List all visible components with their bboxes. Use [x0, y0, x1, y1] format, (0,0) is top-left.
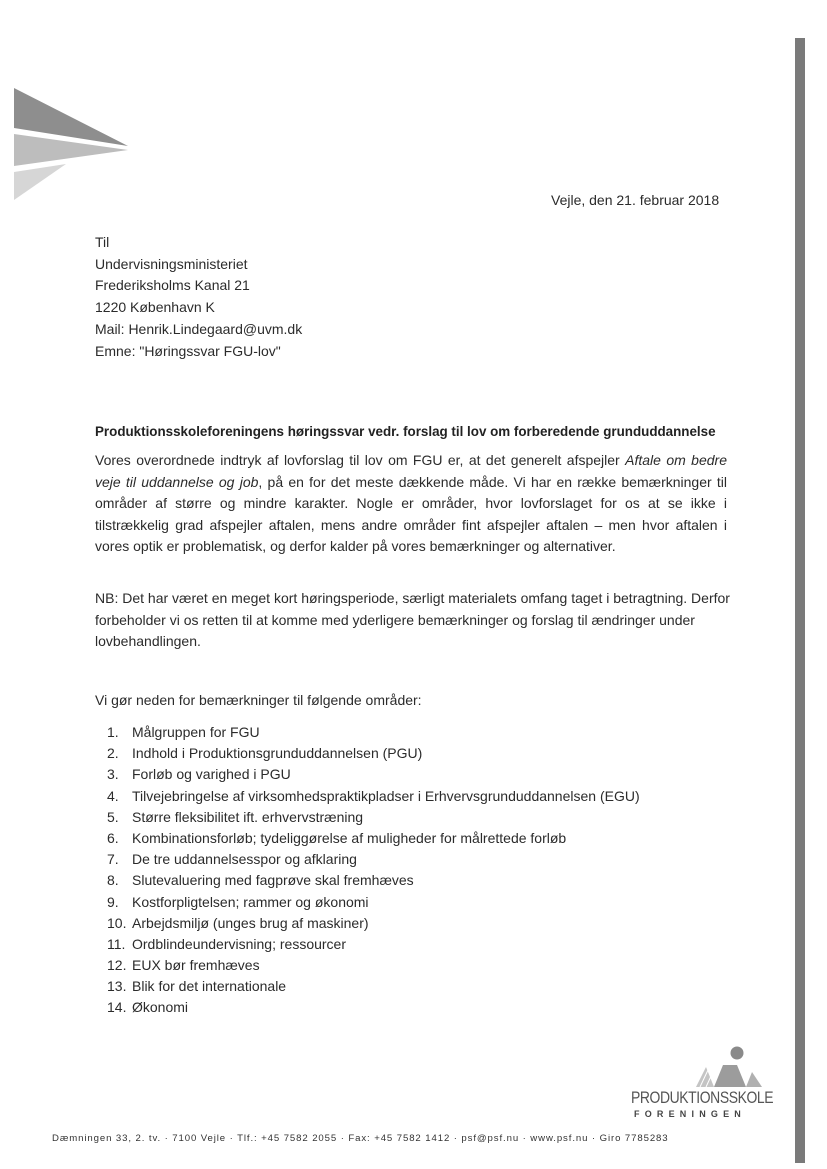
letterhead-wedge-icon	[14, 88, 134, 203]
list-item: 2. Indhold i Produktionsgrunduddannelsen (PGU)	[107, 745, 423, 762]
list-item: 10. Arbejdsmiljø (unges brug af maskiner)	[107, 914, 369, 931]
paragraph-italic-title: Aftale om bedre veje til uddannelse og job	[95, 452, 727, 490]
list-item: 4. Tilvejebringelse af virksomhedspraktikpladser i Erhvervsgrunduddannelsen (EGU)	[107, 787, 640, 804]
paragraph-overview	[95, 450, 727, 558]
brand-name: PRODUKTIONSSKOLE	[631, 1088, 774, 1107]
list-item: 11. Ordblindeundervisning; ressourcer	[107, 935, 346, 952]
list-item: 13. Blik for det internationale	[107, 978, 287, 995]
list-item: 6. Kombinationsforløb; tydeliggørelse af muligheder for målrettede forløb	[107, 829, 567, 846]
list-item: 3. Forløb og varighed i PGU	[107, 766, 291, 783]
list-item: 5. Større fleksibilitet ift. erhvervstræning	[107, 808, 364, 825]
letterhead-footer: Dæmningen 33, 2. tv. · 7100 Vejle · Tlf.: +45 7582 2055 · Fax: +45 7582 1412 · psf@psf.nu · www.psf.nu · Giro 7785283	[52, 1133, 669, 1144]
list-item: 9. Kostforpligtelsen; rammer og økonomi	[107, 893, 369, 910]
recipient-line: 1220 København K	[95, 299, 215, 316]
paragraph-nb: NB: Det har været en meget kort høringsperiode, særligt materialets omfang taget i betragtning. Derfor forbeholder vi os retten til at komme med yderligere bemærkninger og forslag til ændringer under lovbehandlingen.	[95, 590, 730, 649]
recipient-line: Frederiksholms Kanal 21	[95, 277, 250, 294]
list-item: 7. De tre uddannelsesspor og afklaring	[107, 851, 357, 868]
list-item: 8. Slutevaluering med fagprøve skal fremhæves	[107, 872, 414, 889]
recipient-block	[95, 232, 302, 362]
recipient-line: Emne: "Høringssvar FGU-lov"	[95, 342, 281, 359]
recipient-line: Undervisningsministeriet	[95, 255, 248, 272]
paragraph-text: , på en for det meste dækkende måde. Vi har en række bemærkninger til områder af større og mindre karakter. Nogle er områder, hvor lovforslaget for os at se ikke i tilstrækkelig grad afspejler aftalen, mens andre områder fint afspejler aftalen – men hvor aftalen i vores optik er problematisk, og derfor kalder på vores bemærkninger og alternativer.	[95, 473, 727, 554]
list-item: 1. Målgruppen for FGU	[107, 724, 260, 740]
remarks-list	[107, 722, 640, 1019]
page-edge-bar	[795, 38, 805, 1163]
letter-heading: Produktionsskoleforeningens høringssvar vedr. forslag til lov om forberedende grunduddannelse	[95, 424, 716, 439]
list-intro: Vi gør neden for bemærkninger til følgende områder:	[95, 692, 422, 708]
recipient-line: Mail: Henrik.Lindegaard@uvm.dk	[95, 320, 303, 337]
list-item: 12. EUX bør fremhæves	[107, 957, 260, 974]
letter-date: Vejle, den 21. februar 2018	[551, 192, 720, 208]
list-item: 14. Økonomi	[107, 999, 189, 1016]
recipient-line: Til	[95, 234, 110, 250]
brand-subtitle: FORENINGEN	[634, 1109, 747, 1119]
paragraph-text: Vores overordnede indtryk af lovforslag til lov om FGU er, at det generelt afspejler	[95, 452, 626, 468]
